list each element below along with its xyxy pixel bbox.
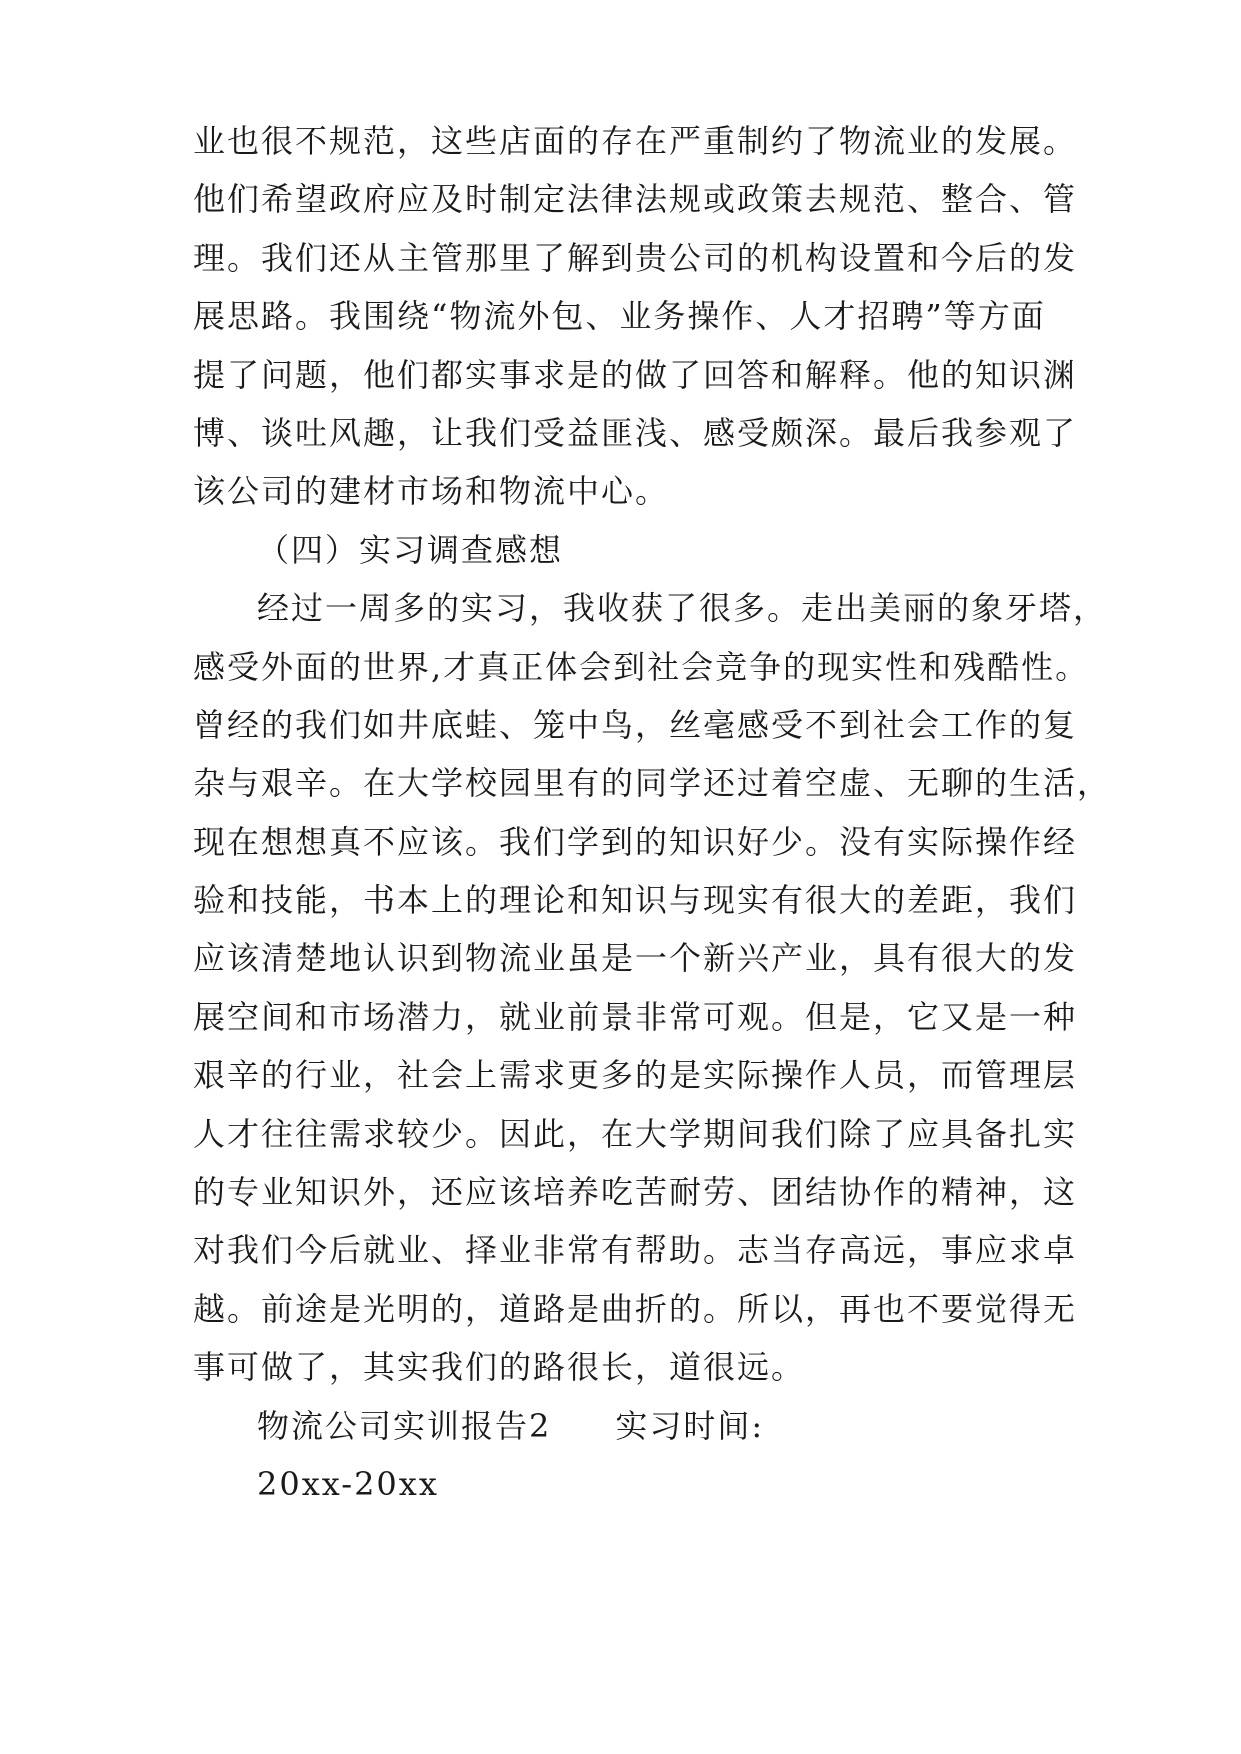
paragraph-1-line: 业也很不规范，这些店面的存在严重制约了物流业的发展。 [193,122,1078,160]
paragraph-2-line: 感受外面的世界,才真正体会到社会竞争的现实性和残酷性。 [193,647,1090,686]
paragraph-1-line: 该公司的建材市场和物流中心。 [193,472,670,511]
paragraph-1-line: 博、谈吐风趣，让我们受益匪浅、感受颇深。最后我参观了 [193,413,1078,452]
internship-time-value: 20xx-20xx [257,1464,439,1503]
paragraph-2-line: 越。前途是光明的，道路是曲折的。所以，再也不要觉得无 [193,1289,1078,1328]
paragraph-2-line: 现在想想真不应该。我们学到的知识好少。没有实际操作经 [193,822,1078,861]
paragraph-1-line: 理。我们还从主管那里了解到贵公司的机构设置和今后的发 [193,238,1078,277]
paragraph-2-line: 艰辛的行业，社会上需求更多的是实际操作人员，而管理层 [193,1056,1078,1095]
paragraph-1-line: 展思路。我围绕“物流外包、业务操作、人才招聘”等方面 [193,297,1046,336]
paragraph-2-line: 验和技能，书本上的理论和知识与现实有很大的差距，我们 [193,881,1078,920]
paragraph-2-line: 对我们今后就业、择业非常有帮助。志当存高远，事应求卓 [193,1231,1078,1270]
paragraph-2-line: 杂与艰辛。在大学校园里有的同学还过着空虚、无聊的生活， [193,764,1112,803]
paragraph-2-line: 曾经的我们如井底蛙、笼中鸟，丝毫感受不到社会工作的复 [193,705,1078,744]
paragraph-1-line: 提了问题，他们都实事求是的做了回答和解释。他的知识渊 [193,355,1078,394]
section-heading: （四）实习调查感想 [257,530,564,569]
paragraph-2-line: 的专业知识外，还应该培养吃苦耐劳、团结协作的精神，这 [193,1173,1078,1212]
paragraph-2-line: 事可做了，其实我们的路很长，道很远。 [193,1348,806,1387]
paragraph-1-line: 他们希望政府应及时制定法律法规或政策去规范、整合、管 [193,180,1078,219]
report-title: 物流公司实训报告2 [257,1406,552,1445]
paragraph-2-line: 经过一周多的实习，我收获了很多。走出美丽的象牙塔， [257,589,1108,628]
internship-time-label: 实习时间: [615,1406,765,1445]
paragraph-2-line: 展空间和市场潜力，就业前景非常可观。但是，它又是一种 [193,997,1078,1036]
paragraph-2-line: 应该清楚地认识到物流业虽是一个新兴产业，具有很大的发 [193,939,1078,978]
report-title-line [193,1397,1073,1455]
paragraph-2-line: 人才往往需求较少。因此，在大学期间我们除了应具备扎实 [193,1114,1078,1153]
document-body [193,112,1112,1513]
